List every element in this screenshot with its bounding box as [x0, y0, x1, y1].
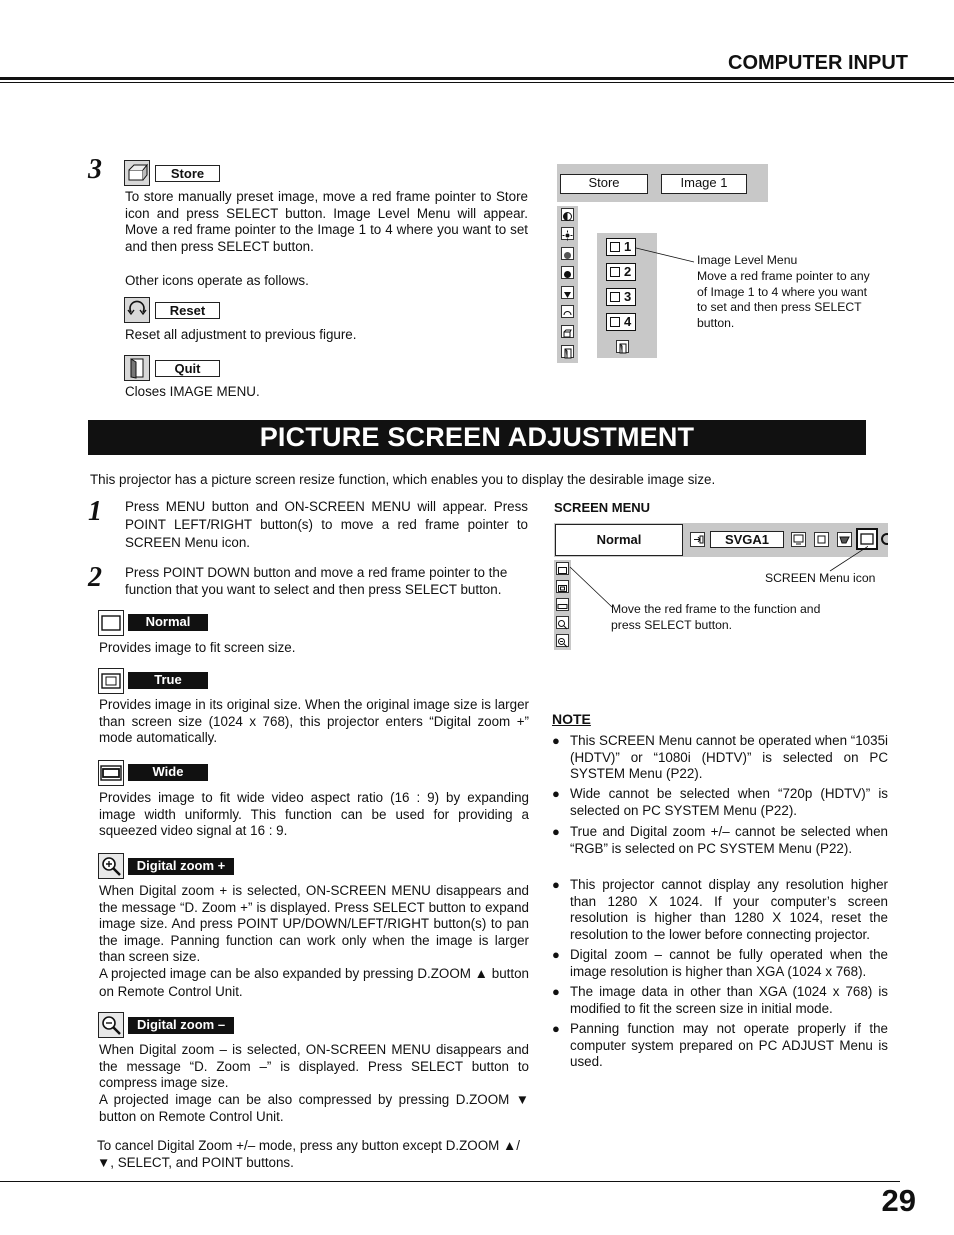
bullet-icon: ● [552, 786, 560, 801]
intro-text: This projector has a picture screen resize function, which enables you to display the desirable image size. [90, 472, 716, 487]
setting-icon-partial[interactable] [880, 532, 888, 547]
note-text: This projector cannot display any resolution higher than 1280 X 1024. If your computer’s screen resolution is higher than 1280 X 1024, reset the resolution to the lower before connecting projector. [570, 877, 888, 942]
store-icon [124, 160, 150, 186]
image-level-annotation-text: Move a red frame pointer to any of Image 1 to 4 where you want to set and then press SELECT button. [697, 269, 870, 330]
note-text: The image data in other than XGA (1024 x 768) is modified to fit the screen size in initial mode. [570, 984, 888, 1016]
digital-zoom-minus-label: Digital zoom – [128, 1017, 234, 1034]
header-rule [0, 77, 954, 80]
normal-description: Provides image to fit screen size. [99, 640, 296, 655]
note-item [552, 824, 888, 857]
wide-label: Wide [128, 764, 208, 781]
page-number: 29 [881, 1183, 916, 1218]
note-item [552, 1021, 888, 1071]
cancel-zoom-text: To cancel Digital Zoom +/– mode, press any button except D.ZOOM ▲/▼, SELECT, and POINT buttons. [97, 1138, 520, 1170]
note-text: True and Digital zoom +/– cannot be selected when “RGB” is selected on PC SYSTEM Menu (P22). [570, 824, 888, 856]
note-item [552, 984, 888, 1017]
contrast-icon[interactable] [561, 208, 574, 221]
screen-menu-icon-annotation: SCREEN Menu icon [765, 571, 876, 585]
zoom-out-icon [98, 1012, 124, 1038]
normal-menu-button[interactable]: Normal [555, 524, 683, 556]
sharpness-icon[interactable] [561, 286, 574, 299]
image-1-menu-button[interactable]: Image 1 [661, 174, 747, 194]
annotation-leader-line [636, 244, 696, 266]
bullet-icon: ● [552, 947, 560, 962]
store-description: To store manually preset image, move a red frame pointer to Store icon and press SELECT button. Image Level Menu will appear. Move a red frame pointer to the Image 1 to 4 where you want to set and then press SELECT button. [125, 189, 528, 254]
svga1-menu-button[interactable]: SVGA1 [710, 531, 784, 548]
bullet-icon: ● [552, 824, 560, 839]
normal-label: Normal [128, 614, 208, 631]
true-label: True [128, 672, 208, 689]
note-text: Digital zoom – cannot be fully operated when the image resolution is higher than XGA (1024 x 768). [570, 947, 888, 979]
quit-icon [124, 355, 150, 381]
panel-quit-icon[interactable] [616, 340, 629, 353]
reset-description: Reset all adjustment to previous figure. [125, 327, 357, 342]
note-text: Panning function may not operate properly if the computer system prepared on PC ADJUST Menu is used. [570, 1021, 888, 1069]
footer-rule [0, 1181, 900, 1182]
header-rule-thin [0, 82, 954, 83]
bullet-icon: ● [552, 877, 560, 892]
quit-description: Closes IMAGE MENU. [125, 384, 260, 399]
reset-icon [124, 297, 150, 323]
image-level-number: 3 [624, 289, 632, 304]
image-level-number: 4 [624, 314, 632, 329]
image-level-4[interactable] [606, 313, 636, 331]
zoom-in-small-icon[interactable] [556, 616, 569, 629]
section-banner [88, 420, 866, 455]
wide-icon [98, 760, 124, 786]
step-2-text: Press POINT DOWN button and move a red frame pointer to the function that you want to select and then press SELECT button. [125, 565, 508, 597]
bullet-icon: ● [552, 984, 560, 999]
screen-menu-title: SCREEN MENU [554, 500, 651, 515]
digital-zoom-plus-remote-text: A projected image can be also expanded by pressing D.ZOOM ▲ button on Remote Control Unit. [99, 966, 529, 999]
note-title: NOTE [552, 711, 591, 727]
note-text: Wide cannot be selected when “720p (HDTV)” is selected on PC SYSTEM Menu (P22). [570, 786, 888, 818]
step-1-text: Press MENU button and ON-SCREEN MENU will appear. Press POINT LEFT/RIGHT button(s) to move a red frame pointer to SCREEN Menu icon. [125, 499, 528, 550]
step-number-2: 2 [88, 562, 102, 593]
image-level-1[interactable] [606, 238, 636, 256]
image-level-3[interactable] [606, 288, 636, 306]
bullet-icon: ● [552, 733, 560, 748]
wide-description: Provides image to fit wide video aspect ratio (16 : 9) by expanding image width uniformly. This function can be used for providing a squeezed video signal at 16 : 9. [99, 790, 529, 838]
store-label: Store [155, 165, 220, 182]
quit-label: Quit [155, 360, 220, 377]
quit-small-icon[interactable] [561, 345, 574, 358]
note-item [552, 786, 888, 819]
digital-zoom-plus-description: When Digital zoom + is selected, ON-SCREEN MENU disappears and the message “D. Zoom +” is displayed. Press SELECT button to expand image size. And press POINT UP/DOWN/LEFT/RIGHT button(s) to pan the image. Panning function can work only when the image is larger than screen size. [99, 883, 529, 964]
level-box-icon [610, 267, 620, 277]
digital-zoom-plus-label: Digital zoom + [128, 858, 234, 875]
section-title: COMPUTER INPUT [728, 52, 908, 74]
step-number-1: 1 [88, 496, 102, 527]
zoom-in-icon [98, 853, 124, 879]
true-icon [98, 668, 124, 694]
true-description: Provides image in its original size. When the original image size is larger than screen size (1024 x 768), this projector enters “Digital zoom +” mode automatically. [99, 697, 529, 745]
note-item [552, 877, 888, 943]
store-menu-button[interactable]: Store [560, 174, 648, 194]
normal-icon [98, 610, 124, 636]
other-icons-text: Other icons operate as follows. [125, 273, 309, 288]
move-frame-annotation: Move the red frame to the function and press SELECT button. [611, 602, 821, 632]
image-level-annotation-title: Image Level Menu [697, 253, 798, 267]
image-level-number: 1 [624, 239, 632, 254]
brightness-icon[interactable] [561, 227, 574, 240]
reset-label: Reset [155, 302, 220, 319]
tint-icon[interactable] [561, 266, 574, 279]
digital-zoom-minus-remote-text: A projected image can be also compressed by pressing D.ZOOM ▼ button on Remote Control Unit. [99, 1092, 529, 1124]
banner-title: PICTURE SCREEN ADJUSTMENT [259, 422, 695, 452]
step-number-3: 3 [88, 154, 102, 185]
image-level-number: 2 [624, 264, 632, 279]
store-small-icon[interactable] [561, 325, 574, 338]
note-item [552, 947, 888, 980]
color-icon[interactable] [561, 247, 574, 260]
level-box-icon [610, 317, 620, 327]
reset-small-icon[interactable] [561, 305, 574, 318]
level-box-icon [610, 292, 620, 302]
note-item [552, 733, 888, 783]
note-text: This SCREEN Menu cannot be operated when “1035i (HDTV)” or “1080i (HDTV)” is selected on PC SYSTEM Menu (P22). [570, 733, 888, 781]
level-box-icon [610, 242, 620, 252]
image-level-2[interactable] [606, 263, 636, 281]
zoom-out-small-icon[interactable] [556, 634, 569, 647]
digital-zoom-minus-description: When Digital zoom – is selected, ON-SCREEN MENU disappears and the message “D. Zoom –” is displayed. Press SELECT button to compress image size. [99, 1042, 529, 1090]
bullet-icon: ● [552, 1021, 560, 1036]
